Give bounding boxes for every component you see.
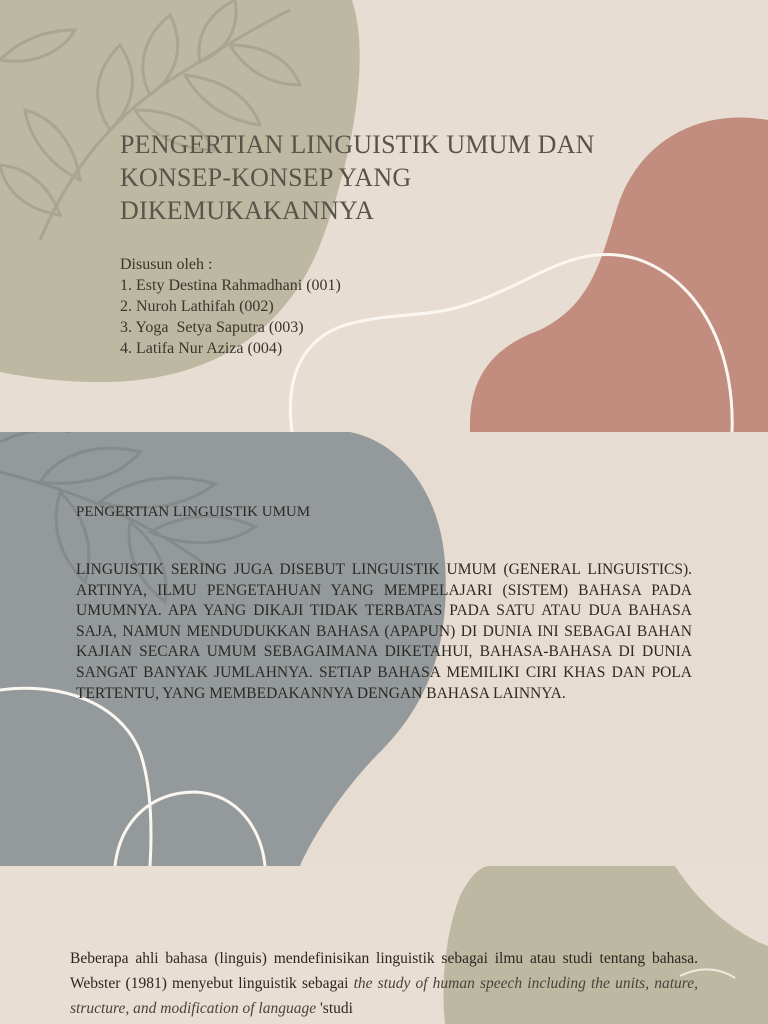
- authors-block: [120, 254, 341, 359]
- quote-italic-text: the study of human speech including the units, nature, structure, and modification of language: [70, 975, 698, 1017]
- slide-title: [120, 128, 680, 227]
- quote-paragraph: [70, 946, 698, 1021]
- quote-slide: [0, 866, 768, 1024]
- author-item: 2. Nuroh Lathifah (002): [120, 298, 274, 315]
- authors-label: Disusun oleh :: [120, 256, 213, 273]
- author-item: 1. Esty Destina Rahmadhani (001): [120, 277, 341, 294]
- title-line: DIKEMUKAKANNYA: [120, 196, 375, 225]
- section-heading: PENGERTIAN LINGUISTIK UMUM: [76, 504, 311, 520]
- quote-text-end: 'studi: [316, 1000, 353, 1017]
- author-item: 3. Yoga Setya Saputra (003): [120, 319, 304, 336]
- quote-text: Beberapa ahli bahasa (linguis) mendefinisikan linguistik sebagai ilmu atau studi tentang bahasa. Webster (1981) menyebut linguistik sebagai: [70, 950, 698, 992]
- author-item: 4. Latifa Nur Aziza (004): [120, 340, 283, 357]
- title-line: PENGERTIAN LINGUISTIK UMUM DAN: [120, 130, 595, 159]
- definition-paragraph: LINGUISTIK SERING JUGA DISEBUT LINGUISTIK UMUM (GENERAL LINGUISTICS). ARTINYA, ILMU PENGETAHUAN YANG MEMPELAJARI (SISTEM) BAHASA PADA UMUMNYA. APA YANG DIKAJI TIDAK TERBATAS PADA SATU ATAU DUA BAHASA SAJA, NAMUN MENDUDUKKAN BAHASA (APAPUN) DI DUNIA INI SEBAGAI BAHAN KAJIAN SECARA UMUM SEBAGAIMANA DIKETAHUI, BAHASA-BAHASA DI DUNIA SANGAT BANYAK JUMLAHNYA. SETIAP BAHASA MEMILIKI CIRI KHAS DAN POLA TERTENTU, YANG MEMBEDAKANNYA DENGAN BAHASA LAINNYA.: [76, 561, 692, 702]
- title-slide: [0, 0, 768, 432]
- definition-slide: [0, 432, 768, 866]
- title-line: KONSEP-KONSEP YANG: [120, 163, 412, 192]
